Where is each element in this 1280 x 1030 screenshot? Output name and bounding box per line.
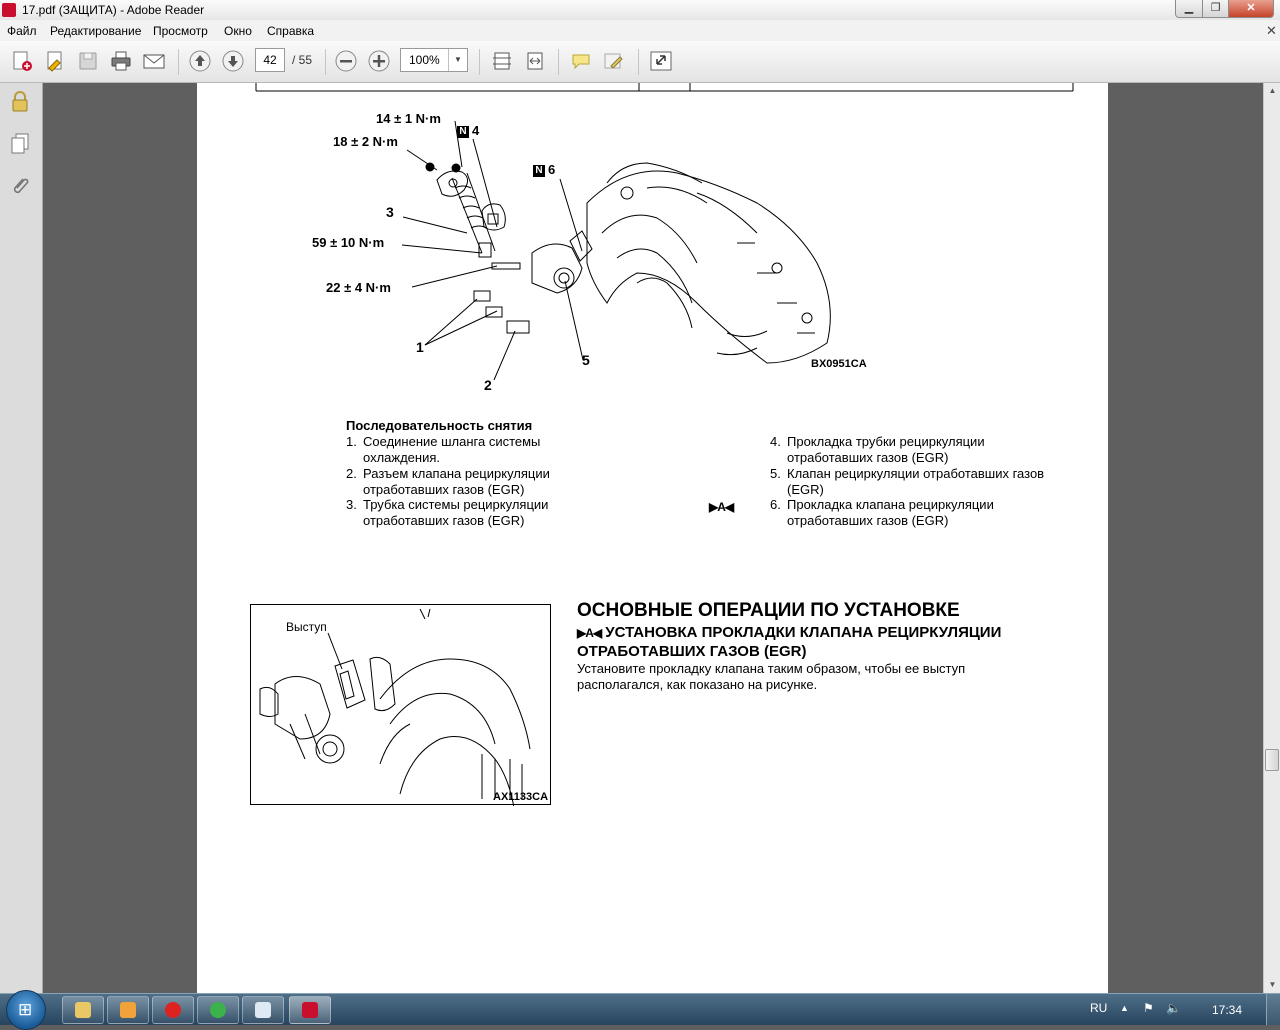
language-indicator[interactable]: RU	[1090, 1001, 1108, 1015]
scroll-up-icon[interactable]: ▲	[1268, 86, 1277, 95]
menu-help[interactable]: Справка	[267, 24, 315, 38]
email-icon[interactable]	[142, 50, 166, 72]
action-center-icon[interactable]: ⚑	[1143, 1001, 1154, 1015]
scroll-thumb[interactable]	[1265, 749, 1279, 771]
installation-heading: ОСНОВНЫЕ ОПЕРАЦИИ ПО УСТАНОВКЕ	[577, 600, 960, 621]
zoom-value: 100%	[409, 53, 440, 67]
toolbar	[0, 41, 1280, 83]
notepad-icon	[255, 1002, 271, 1018]
callout-3: 3	[386, 204, 394, 220]
document-close-icon[interactable]: ✕	[1266, 23, 1277, 38]
edit-pdf-icon[interactable]	[43, 50, 67, 72]
taskbar-explorer[interactable]	[62, 996, 104, 1024]
taskbar-adobe-reader[interactable]	[289, 996, 331, 1024]
installation-subheading-line2: ОТРАБОТАВШИХ ГАЗОВ (EGR)	[577, 643, 807, 660]
maximize-button[interactable]: ❐	[1202, 0, 1229, 18]
window-title: 17.pdf (ЗАЩИТА) - Adobe Reader	[22, 3, 205, 17]
taskbar-media-player[interactable]	[107, 996, 149, 1024]
tray-expand-icon[interactable]: ▲	[1120, 1003, 1129, 1013]
print-icon[interactable]	[109, 50, 133, 72]
menu-window[interactable]: Окно	[224, 24, 252, 38]
callout-1: 1	[416, 339, 424, 355]
zoom-select[interactable]	[400, 48, 468, 72]
callout-6: N 6	[533, 162, 555, 177]
adobe-reader-icon	[302, 1002, 318, 1018]
create-pdf-icon[interactable]	[10, 50, 34, 72]
protrusion-label: Выступ	[286, 620, 327, 634]
show-desktop-button[interactable]	[1266, 994, 1280, 1025]
close-button[interactable]: ✕	[1228, 0, 1274, 18]
figure2-code: AX1133CA	[493, 791, 549, 803]
expand-icon[interactable]	[649, 50, 673, 72]
media-player-icon	[120, 1002, 136, 1018]
next-page-icon[interactable]	[221, 50, 245, 72]
taskbar	[0, 993, 1280, 1025]
menu-edit[interactable]: Редактирование	[50, 24, 142, 38]
previous-page-icon[interactable]	[188, 50, 212, 72]
page-total: / 55	[292, 53, 313, 67]
start-button[interactable]	[6, 990, 46, 1030]
figure-code: BX0951CA	[811, 358, 867, 370]
torque-label-59: 59 ± 10 N·m	[312, 235, 385, 250]
fit-page-icon[interactable]	[490, 50, 514, 72]
installation-text-line1: Установите прокладку клапана таким образом, чтобы ее выступ	[577, 661, 966, 676]
page-number-input[interactable]: 42	[255, 48, 285, 72]
attachments-icon[interactable]	[8, 173, 32, 199]
vertical-scrollbar[interactable]	[1263, 83, 1280, 993]
installation-text-line2: располагался, как показано на рисунке.	[577, 677, 818, 692]
menu-view[interactable]: Просмотр	[153, 24, 208, 38]
navigation-panel	[0, 83, 43, 993]
scroll-down-icon[interactable]: ▼	[1268, 980, 1277, 989]
fit-width-icon[interactable]	[523, 50, 547, 72]
removal-sequence-title: Последовательность снятия	[346, 418, 533, 433]
pdf-page: 14 ± 1 N·m 18 ± 2 N·m N 4 N 6 3 59 ± 10 N·m 22 ± 4 N·m 1 5 2 BX0951CA Последовательность снятия 1. Соединение шланга системы охлаждения. 2. Разъем клапана рециркуляции отработавших газов (EGR) 3. Трубка системы рециркуляции отработавших газов (EGR) 4. Прокладка трубки рециркуляции отработавших газов (EGR) 5. Клапан рециркуляции отработавших газов (EGR) ▶A◀ 6. Прокладка клапана рециркуляции отработавших газов (EGR) Выступ AX1133CA ОСНОВНЫЕ ОПЕРАЦИИ ПО УСТАНОВКЕ ▶A◀ УСТАНОВКА ПРОКЛАДКИ КЛАПАНА РЕЦИРКУЛЯЦИИ ОТРАБОТАВШИХ ГАЗОВ (EGR) Установите прокладку клапана таким образом, чтобы ее выступ располагался, как показано на рисунке.	[197, 83, 1108, 993]
zoom-out-icon[interactable]	[334, 50, 358, 72]
volume-icon[interactable]: 🔈	[1166, 1001, 1181, 1015]
torque-label-22: 22 ± 4 N·m	[326, 280, 391, 295]
chevron-down-icon[interactable]: ▼	[448, 49, 467, 71]
torque-label-14: 14 ± 1 N·m	[376, 111, 441, 126]
qip-icon	[210, 1002, 226, 1018]
save-icon[interactable]	[76, 50, 100, 72]
gasket-position-diagram	[250, 604, 552, 806]
menu-file[interactable]: Файл	[7, 24, 37, 38]
step-marker-a: ▶A◀	[709, 500, 734, 514]
callout-5: 5	[582, 352, 590, 368]
opera-icon	[165, 1002, 181, 1018]
step-marker-a: ▶A◀	[577, 626, 602, 640]
torque-label-18: 18 ± 2 N·m	[333, 134, 398, 149]
taskbar-qip[interactable]	[197, 996, 239, 1024]
page-thumbnails-icon[interactable]	[8, 131, 32, 157]
installation-subheading-line1: ▶A◀ УСТАНОВКА ПРОКЛАДКИ КЛАПАНА РЕЦИРКУЛЯЦИИ	[577, 624, 1002, 641]
adobe-reader-icon	[2, 3, 16, 17]
folder-icon	[75, 1002, 91, 1018]
clock[interactable]: 17:34	[1212, 1003, 1243, 1017]
title-bar	[0, 0, 1280, 21]
callout-4: N 4	[457, 123, 479, 138]
highlight-icon[interactable]	[602, 50, 626, 72]
zoom-in-icon[interactable]	[367, 50, 391, 72]
callout-2: 2	[484, 377, 492, 393]
lock-icon[interactable]	[8, 89, 32, 115]
taskbar-notepad[interactable]	[242, 996, 284, 1024]
menu-bar	[0, 20, 1280, 41]
comment-icon[interactable]	[569, 50, 593, 72]
taskbar-opera[interactable]	[152, 996, 194, 1024]
windows-logo-icon: ⊞	[18, 1000, 33, 1019]
minimize-button[interactable]: ▁	[1175, 0, 1203, 18]
